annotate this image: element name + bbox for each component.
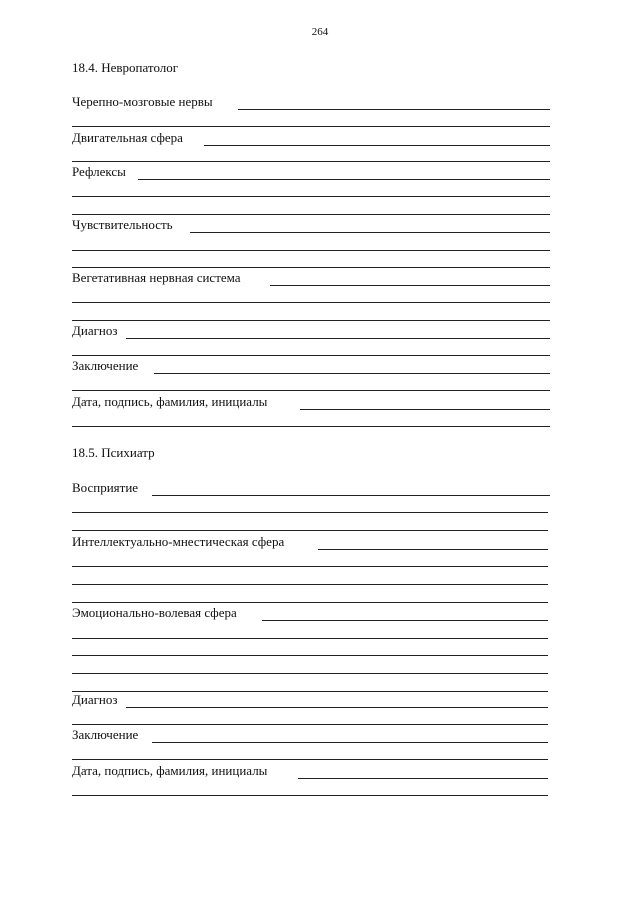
- fill-line[interactable]: [72, 302, 550, 303]
- field-label-reflexes: Рефлексы: [72, 164, 130, 180]
- fill-line[interactable]: [72, 426, 550, 427]
- fill-line[interactable]: [72, 724, 548, 725]
- fill-line[interactable]: [204, 145, 550, 146]
- fill-line[interactable]: [238, 109, 550, 110]
- fill-line[interactable]: [72, 214, 550, 215]
- field-label-diagnosis: Диагноз: [72, 323, 122, 339]
- fill-line[interactable]: [72, 584, 548, 585]
- fill-line[interactable]: [72, 512, 548, 513]
- fill-line[interactable]: [152, 495, 550, 496]
- fill-line[interactable]: [72, 126, 550, 127]
- fill-line[interactable]: [138, 179, 550, 180]
- fill-line[interactable]: [72, 795, 548, 796]
- fill-line[interactable]: [72, 566, 548, 567]
- fill-line[interactable]: [72, 602, 548, 603]
- fill-line[interactable]: [72, 673, 548, 674]
- fill-line[interactable]: [300, 409, 550, 410]
- field-label-motor-sphere: Двигательная сфера: [72, 130, 187, 146]
- field-label-date-signature: Дата, подпись, фамилия, инициалы: [72, 394, 271, 410]
- fill-line[interactable]: [126, 338, 550, 339]
- fill-line[interactable]: [318, 549, 548, 550]
- section-title-neuropathologist: 18.4. Невропатолог: [72, 60, 179, 75]
- fill-line[interactable]: [126, 707, 548, 708]
- fill-line[interactable]: [72, 355, 550, 356]
- fill-line[interactable]: [72, 691, 548, 692]
- field-label-perception: Восприятие: [72, 480, 142, 496]
- fill-line[interactable]: [298, 778, 548, 779]
- section-title-psychiatrist: 18.5. Психиатр: [72, 445, 155, 460]
- fill-line[interactable]: [152, 742, 548, 743]
- fill-line[interactable]: [270, 285, 550, 286]
- field-label-intellectual-mnestic-sphere: Интеллектуально-мнестическая сфера: [72, 534, 288, 550]
- fill-line[interactable]: [72, 250, 550, 251]
- field-label-conclusion: Заключение: [72, 727, 142, 743]
- field-label-sensitivity: Чувствительность: [72, 217, 177, 233]
- page-number: 264: [311, 26, 329, 38]
- field-label-emotional-volitional-sphere: Эмоционально-волевая сфера: [72, 605, 241, 621]
- field-label-conclusion: Заключение: [72, 358, 142, 374]
- fill-line[interactable]: [72, 320, 550, 321]
- fill-line[interactable]: [190, 232, 550, 233]
- fill-line[interactable]: [72, 638, 548, 639]
- fill-line[interactable]: [154, 373, 550, 374]
- fill-line[interactable]: [262, 620, 548, 621]
- field-label-diagnosis: Диагноз: [72, 692, 122, 708]
- fill-line[interactable]: [72, 267, 550, 268]
- fill-line[interactable]: [72, 390, 550, 391]
- fill-line[interactable]: [72, 161, 550, 162]
- field-label-date-signature: Дата, подпись, фамилия, инициалы: [72, 763, 271, 779]
- fill-line[interactable]: [72, 759, 548, 760]
- fill-line[interactable]: [72, 655, 548, 656]
- fill-line[interactable]: [72, 196, 550, 197]
- field-label-autonomic-nervous-system: Вегетативная нервная система: [72, 270, 245, 286]
- fill-line[interactable]: [72, 530, 548, 531]
- field-label-cranial-nerves: Черепно-мозговые нервы: [72, 94, 217, 110]
